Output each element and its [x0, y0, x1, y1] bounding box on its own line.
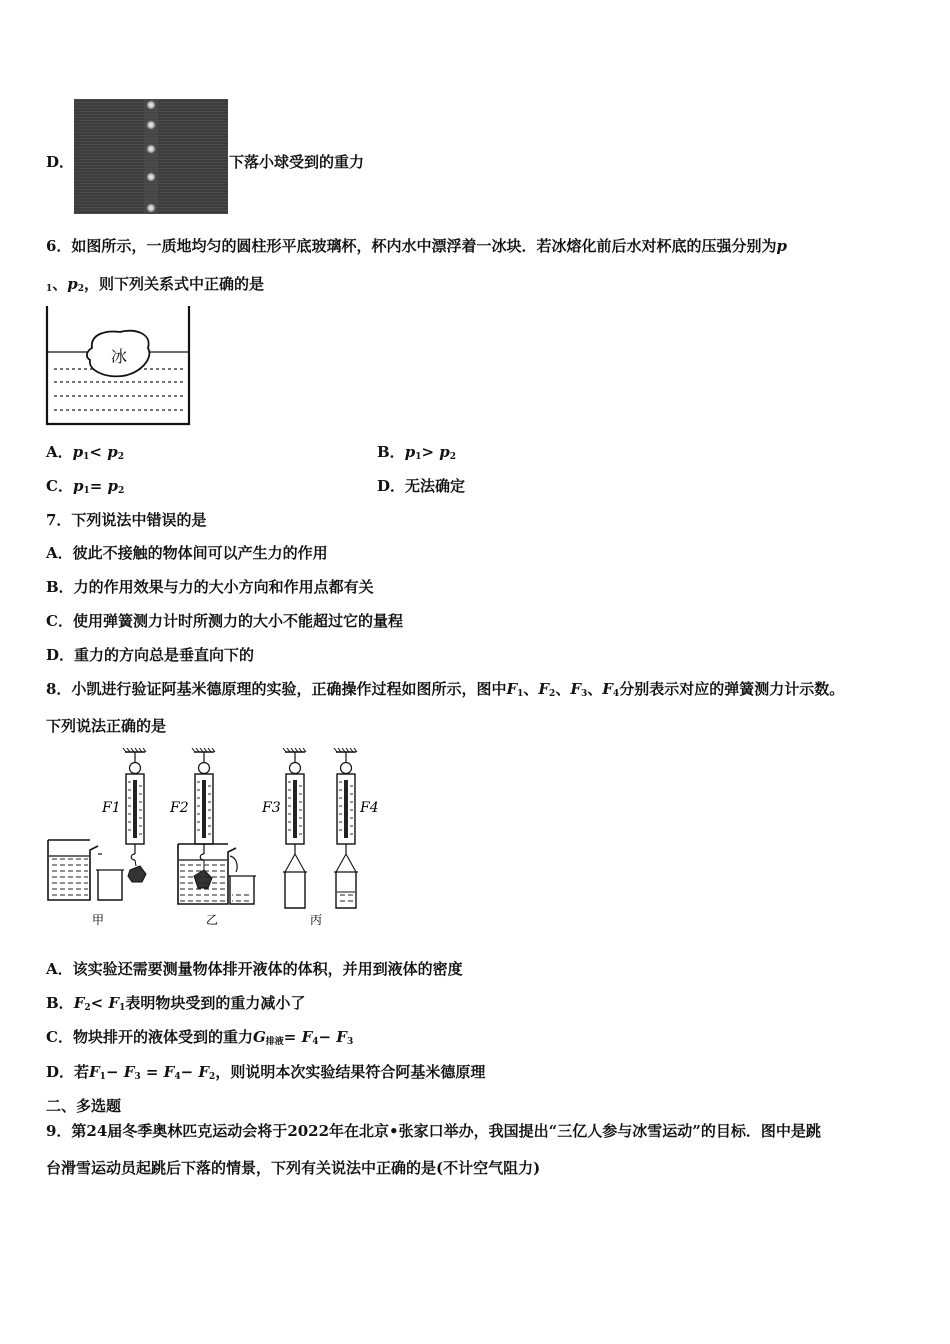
- label-f4: F4: [360, 800, 379, 816]
- label-f3: F3: [262, 800, 281, 816]
- section-title-multi-choice: 二、多选题: [46, 1097, 122, 1115]
- q7-option-c: C．使用弹簧测力计时所测力的大小不能超过它的量程: [46, 612, 403, 630]
- q8-option-c: C．物块排开的液体受到的重力$G_{排液}= F_4- F_3$: [46, 1028, 354, 1047]
- q7-stem: 7．下列说法中错误的是: [46, 511, 207, 529]
- q6-stem-line1: 6．如图所示，一质地均匀的圆柱形平底玻璃杯，杯内水中漂浮着一冰块．若冰熔化前后水对杯底的压强分别为p: [46, 237, 787, 255]
- label-f2: F2: [170, 800, 189, 816]
- strobe-photo-falling-ball: [74, 99, 228, 214]
- q6-option-d: D．无法确定: [377, 477, 466, 495]
- q8-option-d: D．若$F_1- F_3 = F_4- F_2$，则说明本次实验结果符合阿基米德原理: [46, 1063, 486, 1082]
- q5-option-d-letter: D．: [46, 153, 75, 171]
- ice-label: 冰: [111, 347, 128, 366]
- caption-jia: 甲: [92, 913, 105, 927]
- q6-stem-line2: $_1$、$p_2$，则下列关系式中正确的是: [46, 275, 265, 294]
- q6-option-a: A．$p_1< p_2$: [46, 443, 124, 462]
- q6-option-c: C．$p_1= p_2$: [46, 477, 125, 496]
- glass-with-ice-figure: [44, 304, 192, 428]
- q8-stem-line1: 8．小凯进行验证阿基米德原理的实验，正确操作过程如图所示，图中$F_1$、$F_2$、$F_3$、$F_4$分别表示对应的弹簧测力计示数。: [46, 680, 845, 699]
- q5-option-d-text: 下落小球受到的重力: [229, 153, 365, 171]
- q9-stem-line2: 台滑雪运动员起跳后下落的情景，下列有关说法中正确的是(不计空气阻力): [46, 1159, 541, 1177]
- q7-option-d: D．重力的方向总是垂直向下的: [46, 646, 255, 664]
- q8-option-a: A．该实验还需要测量物体排开液体的体积，并用到液体的密度: [46, 960, 463, 978]
- q8-stem-line2: 下列说法正确的是: [46, 717, 167, 735]
- q6-option-b: B．$p_1> p_2$: [377, 443, 457, 462]
- caption-yi: 乙: [206, 913, 219, 927]
- caption-bing: 丙: [310, 913, 323, 927]
- q8-option-b: B．$F_2< F_1$表明物块受到的重力减小了: [46, 994, 306, 1013]
- q7-option-a: A．彼此不接触的物体间可以产生力的作用: [46, 544, 328, 562]
- q9-stem-line1: 9．第24届冬季奥林匹克运动会将于2022年在北京•张家口举办，我国提出“三亿人参与冰雪运动”的目标．图中是跳: [46, 1122, 821, 1140]
- archimedes-experiment-figure: [44, 748, 384, 930]
- label-f1: F1: [102, 800, 121, 816]
- q7-option-b: B．力的作用效果与力的大小方向和作用点都有关: [46, 578, 374, 596]
